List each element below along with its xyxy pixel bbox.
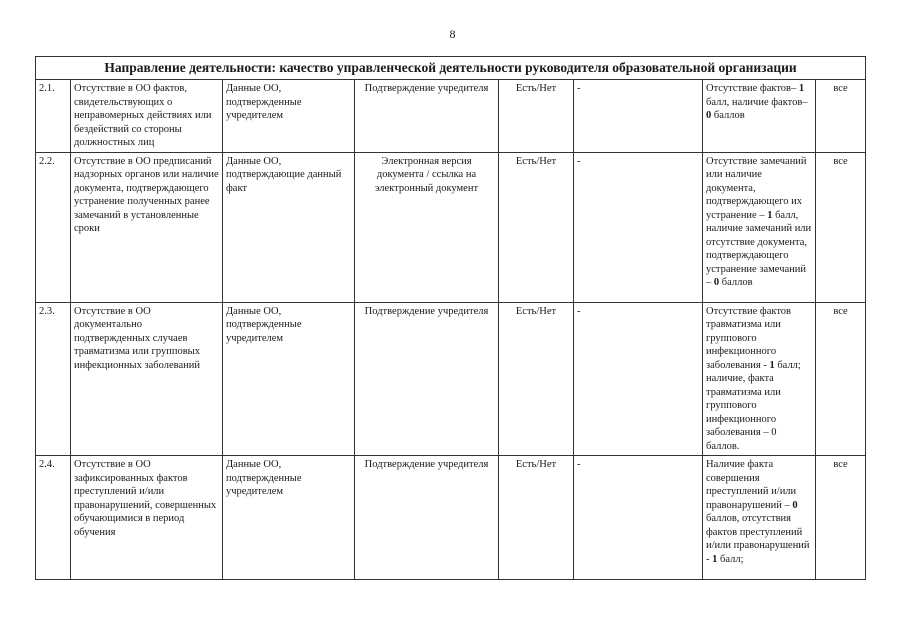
data-source-cell: Данные ОО, подтвержденные учредителем — [223, 302, 355, 456]
scoring-cell — [703, 302, 816, 456]
measure-cell: Есть/Нет — [499, 302, 574, 456]
measure-cell: Есть/Нет — [499, 152, 574, 302]
evidence-cell: Подтверждение учредителя — [355, 456, 499, 580]
data-source-cell: Данные ОО, подтвержденные учредителем — [223, 80, 355, 153]
score-value: 1 — [769, 359, 775, 371]
criterion-cell: Отсутствие в ОО зафиксированных фактов преступлений и/или правонарушений, совершенных обучающимися в период обучения — [71, 456, 223, 580]
scoring-text: балл; наличие, факта травматизма или группового инфекционного заболевания – 0 баллов. — [706, 359, 801, 452]
scoring-text: баллов — [711, 110, 745, 121]
criteria-table — [35, 56, 866, 580]
section-title: Направление деятельности: качество управленческой деятельности руководителя образовательной организации — [36, 57, 866, 80]
scoring-cell — [703, 80, 816, 153]
evidence-cell: Подтверждение учредителя — [355, 80, 499, 153]
scoring-text: баллов — [719, 277, 753, 288]
scoring-cell — [703, 456, 816, 580]
note-cell: - — [574, 456, 703, 580]
note-cell: - — [574, 302, 703, 456]
scoring-text: балл; — [717, 553, 744, 565]
score-value: 0 — [713, 277, 720, 288]
scoring-cell — [703, 152, 816, 302]
scoring-text: балл, наличие фактов– — [706, 96, 808, 108]
score-value: 1 — [767, 209, 773, 221]
evidence-cell: Подтверждение учредителя — [355, 302, 499, 456]
data-source-cell: Данные ОО, подтверждающие данный факт — [223, 152, 355, 302]
measure-cell: Есть/Нет — [499, 456, 574, 580]
scoring-text: баллов, отсутствия фактов преступлений и/или правонарушений - — [706, 513, 810, 565]
note-cell: - — [574, 80, 703, 153]
row-number: 2.4. — [36, 456, 71, 580]
note-cell: - — [574, 152, 703, 302]
row-number: 2.3. — [36, 302, 71, 456]
section-header-row — [36, 57, 866, 80]
scoring-text: Отсутствие фактов– — [706, 83, 799, 94]
table-row — [36, 456, 866, 580]
table-row — [36, 80, 866, 153]
table-row — [36, 302, 866, 456]
row-number: 2.1. — [36, 80, 71, 153]
target-cell: все — [816, 152, 866, 302]
criterion-cell: Отсутствие в ОО предписаний надзорных органов или наличие документа, подтверждающего устранение полученных ранее замечаний в установленные сроки — [71, 152, 223, 302]
target-cell: все — [816, 302, 866, 456]
score-value: 0 — [792, 499, 798, 511]
score-value: 1 — [712, 553, 718, 565]
score-value: 0 — [706, 110, 712, 121]
page-number: 8 — [449, 27, 456, 41]
data-source-cell: Данные ОО, подтвержденные учредителем — [223, 456, 355, 580]
measure-cell: Есть/Нет — [499, 80, 574, 153]
score-value: 1 — [798, 83, 805, 94]
scoring-text: Отсутствие фактов травматизма или группового инфекционного заболевания - — [706, 305, 791, 371]
criterion-cell: Отсутствие в ОО фактов, свидетельствующих о неправомерных действиях или бездействий со стороны должностных лиц — [71, 80, 223, 153]
scoring-text: Наличие факта совершения преступлений и/или правонарушений – — [706, 459, 797, 511]
scoring-text: Отсутствие замечаний или наличие документа, подтверждающего их устранение – — [706, 155, 807, 221]
evidence-cell: Электронная версия документа / ссылка на электронный документ — [355, 152, 499, 302]
row-number: 2.2. — [36, 152, 71, 302]
criterion-cell: Отсутствие в ОО документально подтвержденных случаев травматизма или групповых инфекционных заболеваний — [71, 302, 223, 456]
target-cell: все — [816, 456, 866, 580]
table-row — [36, 152, 866, 302]
target-cell: все — [816, 80, 866, 153]
scoring-text: балл, наличие замечаний или отсутствие документа, подтверждающего устранение замечаний – — [706, 209, 812, 288]
